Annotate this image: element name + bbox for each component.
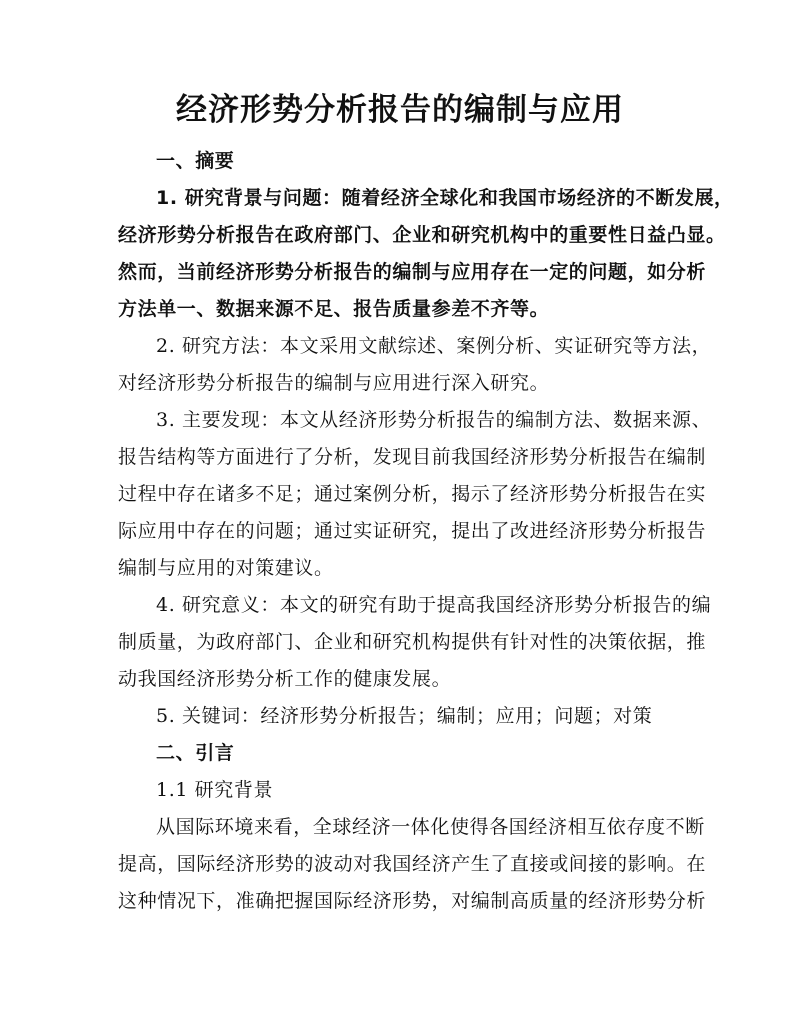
paragraph-line: 方法单一、数据来源不足、报告质量参差不齐等。: [118, 298, 550, 320]
paragraph-line: 3. 主要发现：本文从经济形势分析报告的编制方法、数据来源、: [156, 409, 712, 431]
paragraph-line: 过程中存在诸多不足；通过案例分析，揭示了经济形势分析报告在实: [118, 483, 707, 505]
paragraph-line: 然而，当前经济形势分析报告的编制与应用存在一定的问题，如分析: [118, 261, 707, 283]
paragraph-line: 1. 研究背景与问题：随着经济全球化和我国市场经济的不断发展，: [156, 187, 734, 209]
document-title: 经济形势分析报告的编制与应用: [176, 92, 624, 128]
paragraph-line: 际应用中存在的问题；通过实证研究，提出了改进经济形势分析报告: [118, 520, 707, 542]
paragraph-line: 2. 研究方法：本文采用文献综述、案例分析、实证研究等方法，: [156, 335, 712, 357]
paragraph-line: 4. 研究意义：本文的研究有助于提高我国经济形势分析报告的编: [156, 594, 712, 616]
paragraph-line: 经济形势分析报告在政府部门、企业和研究机构中的重要性日益凸显。: [118, 224, 726, 246]
paragraph-line: 从国际环境来看，全球经济一体化使得各国经济相互依存度不断: [156, 816, 705, 838]
section-heading-introduction: 二、引言: [156, 742, 235, 764]
paragraph-line: 5. 关键词：经济形势分析报告；编制；应用；问题；对策: [156, 705, 653, 727]
paragraph-line: 对经济形势分析报告的编制与应用进行深入研究。: [118, 372, 550, 394]
subsection-heading-background: 1.1 研究背景: [156, 779, 274, 801]
paragraph-line: 提高，国际经济形势的波动对我国经济产生了直接或间接的影响。在: [118, 853, 707, 875]
paragraph-line: 编制与应用的对策建议。: [118, 557, 334, 579]
section-heading-abstract: 一、摘要: [156, 150, 235, 172]
paragraph-line: 这种情况下，准确把握国际经济形势，对编制高质量的经济形势分析: [118, 890, 707, 912]
paragraph-line: 制质量，为政府部门、企业和研究机构提供有针对性的决策依据，推: [118, 631, 707, 653]
paragraph-line: 报告结构等方面进行了分析，发现目前我国经济形势分析报告在编制: [118, 446, 707, 468]
paragraph-line: 动我国经济形势分析工作的健康发展。: [118, 668, 452, 690]
